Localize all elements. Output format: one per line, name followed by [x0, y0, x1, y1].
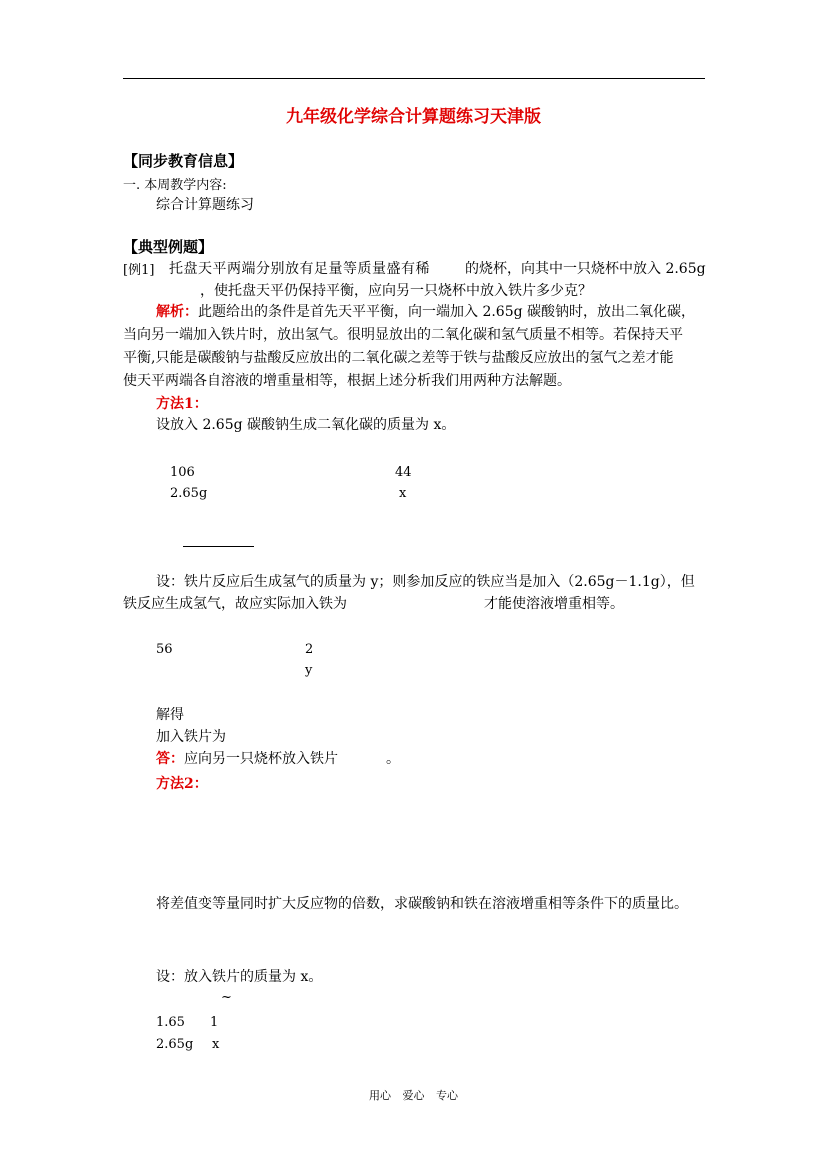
solve-label: 解得	[156, 707, 184, 723]
analysis-line2: 当向另一端加入铁片时，放出氢气。很明显放出的二氧化碳和氢气质量不相等。若保持天平	[123, 327, 683, 343]
example-text-line1b: 的烧杯，向其中一只烧杯中放入 2.65g	[465, 261, 706, 277]
m2-text: 将差值变等量同时扩大反应物的倍数，求碳酸钠和铁在溶液增重相等条件下的质量比。	[156, 896, 688, 912]
m1-row1-left: 106	[170, 465, 195, 480]
add-iron-text: 加入铁片为	[156, 729, 226, 745]
m1-row3-right: 2	[305, 642, 314, 657]
answer-line	[156, 748, 338, 768]
m2-row2-left: 2.65g	[156, 1037, 194, 1052]
header-rule	[123, 78, 705, 79]
m1-row2-right: x	[399, 486, 407, 501]
analysis-text-1: 此题给出的条件是首先天平平衡，向一端加入 2.65g 碳酸钠时，放出二氧化碳，	[198, 304, 696, 320]
method1-label: 方法1：	[156, 396, 208, 412]
answer-text: 应向另一只烧杯放入铁片	[184, 751, 338, 767]
m1-text2-line2b: 才能使溶液增重相等。	[484, 596, 624, 612]
analysis-line3: 平衡,只能是碳酸钠与盐酸反应放出的二氧化碳之差等于铁与盐酸反应放出的氢气之差才能	[123, 350, 674, 366]
m2-setup: 设：放入铁片的质量为 x。	[156, 969, 323, 985]
answer-end: 。	[386, 751, 400, 767]
example-text-line2: ，使托盘天平仍保持平衡，应向另一只烧杯中放入铁片多少克？	[200, 283, 592, 299]
method1-setup: 设放入 2.65g 碳酸钠生成二氧化碳的质量为 x。	[156, 417, 456, 433]
m1-text2-line1: 设：铁片反应后生成氢气的质量为 y；则参加反应的铁应当是加入（2.65g－1.1g），但	[156, 574, 695, 590]
m2-row2-right: x	[212, 1037, 220, 1052]
m1-row1-right: 44	[395, 465, 412, 480]
m2-row1-right: 1	[210, 1015, 219, 1030]
page-footer: 用心 爱心 专心	[369, 1089, 458, 1102]
section-item: 一. 本周教学内容:	[123, 178, 227, 193]
answer-label: 答：	[156, 751, 184, 767]
m1-row2-left: 2.65g	[170, 486, 208, 501]
analysis-label: 解析：	[156, 304, 198, 320]
section-content: 综合计算题练习	[156, 197, 254, 213]
method2-label: 方法2：	[156, 776, 208, 792]
m1-row4-right: y	[305, 663, 313, 678]
m2-tilde: ~	[221, 990, 232, 1005]
section-heading-sync-info: 【同步教育信息】	[123, 152, 244, 170]
page-title: 九年级化学综合计算题练习天津版	[286, 107, 541, 127]
example-label: [例1]	[123, 263, 155, 278]
m2-row1-left: 1.65	[156, 1015, 185, 1030]
analysis-line4: 使天平两端各自溶液的增重量相等，根据上述分析我们用两种方法解题。	[123, 373, 571, 389]
section-heading-examples: 【典型例题】	[123, 238, 214, 256]
analysis-line1	[156, 301, 695, 324]
m1-text2-line2a: 铁反应生成氢气，故应实际加入铁为	[123, 596, 347, 612]
m1-row3-left: 56	[156, 642, 173, 657]
fraction-line	[183, 546, 254, 547]
example-text-line1a: 托盘天平两端分别放有足量等质量盛有稀	[169, 261, 430, 277]
